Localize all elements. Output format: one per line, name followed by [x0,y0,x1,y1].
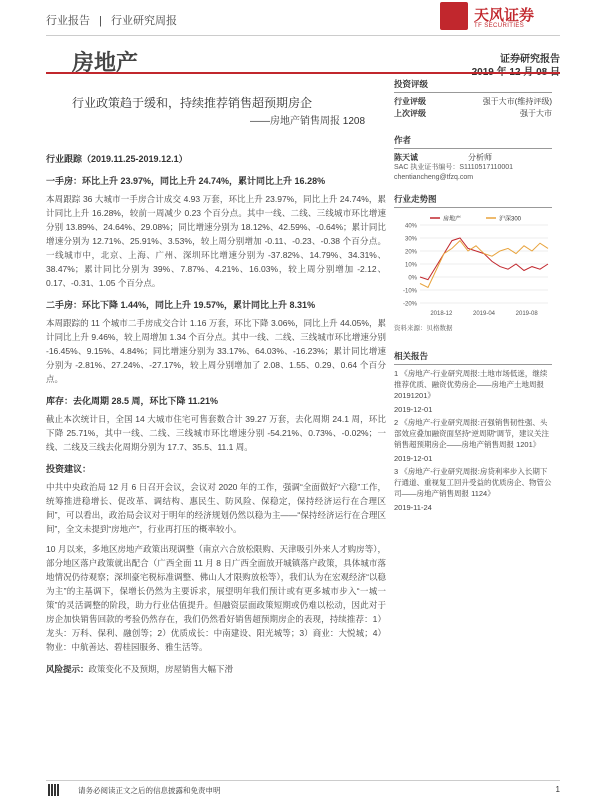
rating-value: 强于大市(维持评级) [482,97,552,106]
risk-note [46,662,386,676]
rating-value: 强于大市 [520,109,552,118]
related-report-link[interactable]: 2 《房地产-行业研究周报:百强销售韧性强、头部效应叠加融资面坚持“逆周期”调节，建议关注销售超预期房企——房地产销售周报 1201》 [394,418,549,449]
y-tick-label: 20% [404,249,417,256]
sidebar [394,78,552,515]
footer-divider [46,780,560,781]
main-content [46,152,386,676]
author-cert: SAC 执业证书编号：S1110517110001 [394,164,514,171]
report-type: 证券研究报告 [500,54,560,65]
y-tick-label: 10% [404,262,417,269]
rating-row [394,108,552,120]
risk-label: 风险提示： [46,664,89,674]
author-block [394,134,552,183]
legend-label: 沪深300 [499,216,522,223]
y-tick-label: 30% [404,236,417,243]
legend-label: 房地产 [443,216,462,223]
related-report-date: 2019-12-01 [394,454,433,463]
report-breadcrumb [46,12,183,28]
author-title: 作者 [394,134,552,149]
y-tick-label: 40% [404,223,417,230]
logo-name-en: TF SECURITIES [474,23,525,29]
y-tick-label: -20% [402,301,417,308]
author-name: 陈天诚 [394,153,418,162]
page-number: 1 [555,785,560,794]
trend-chart-box [394,193,552,332]
advice-paragraph-1: 中共中央政治局 12 月 6 日召开会议，会议对 2020 年的工作，强调“全面做好“六稳”工作，统筹推进稳增长、促改革、调结构、惠民生、防风险、保稳定，保持经济运行在合理区间”，可以看出，政治局会议对于明年的经济规划仍然以稳为主——“保持经济运行在合理区间”，全文未提到“房地产”，行业再打压的概率较小。 [46,482,386,534]
y-tick-label: 0% [408,275,417,282]
inventory-text: 截止本次统计日，全国 14 大城市住宅可售套数合计 39.27 万套，去化周期 24.1 周，环比下降 25.71%，其中一线、二线、三线城市环比增速分别 -54.21%、0.73%、-0.02%；一线、二线及三线去化周期分别为 17.7、35.5、11.1 周。 [46,414,386,452]
header-divider [46,35,560,36]
title-divider [46,72,560,74]
inventory-title: 库存：去化周期 28.5 周，环比下降 11.21% [46,396,219,406]
report-category: 行业报告 [46,15,90,27]
x-tick-label: 2019-04 [472,311,496,317]
report-date: 2019 年 12 月 08 日 [471,67,560,78]
logo-mark-icon [440,2,468,30]
report-headline: 行业政策趋于缓和，持续推荐销售超预期房企 [72,96,313,110]
author-line [394,152,552,163]
chart-source: 资料来源：贝格数据 [394,325,453,332]
report-subhead: ——房地产销售周报 1208 [250,116,366,127]
y-tick-label: -10% [402,288,417,295]
rating-title: 投资评级 [394,78,552,93]
related-report-link[interactable]: 3 《房地产-行业研究周报:房贷利率步入长期下行通道、重视复工回升受益的优质房企、物管公司——房地产销售周报 1124》 [394,467,552,498]
breadcrumb-separator: | [99,15,102,27]
author-email[interactable]: chentiancheng@tfzq.com [394,174,474,181]
related-title: 相关报告 [394,350,552,365]
risk-text: 政策变化不及预期，房屋销售大幅下滑 [88,664,234,674]
footer-disclaimer: 请务必阅读正文之后的信息披露和免责申明 [78,786,221,795]
rating-row [394,96,552,108]
trend-chart [394,211,552,321]
tier2-text: 本周跟踪的 11 个城市二手房成交合计 1.16 万套，环比下降 3.06%，同比上升 44.05%，累计同比上升 9.46%，较上周增加 1.34 个百分点。其中一线、二线、三线城市环比增速分别 -16.45%、9.15%、4.84%；同比增速分别为 33.17%、64.03%、-16.23%；累计同比增速分别为 -2.81%、27.24%、-27.17%，较上周分别增加了 2.08、1.55、0.29、0.64 个百分点。 [46,318,386,384]
related-report-date: 2019-11-24 [394,503,432,512]
author-role: 分析师 [468,153,492,162]
related-reports [394,350,552,513]
tracking-title: 行业跟踪（2019.11.25-2019.12.1） [46,154,188,164]
logo-name-cn: 天风证券 [474,7,535,24]
advice-paragraph-2: 10 月以来，多地区房地产政策出现调整（南京六合放松限购、天津吸引外来人才购房等），部分地区落户政策就出配合（广西全面 11 月 8 日广西全面放开城镇落户政策，具体城市落地情况仍待观察；深圳豪宅税标准调整、佛山人才限购放松等），我们认为在宏观经济“以稳为主”的主基调下，保增长仍然为主要诉求，展望明年我们预计或有更多城市步入“一城一策”的灵活调整的阶段，助力行业估值提升。但融资层面政策短期或仍难以松动，因此对于房企加快销售回款的考验仍然存在，我们仍然看好销售超预期房企的表现，持续推荐：1）龙头：万科、保利、融创等；2）优质成长：中南建设、阳光城等；3）商业：大悦城；4）物业：中航善达、碧桂园服务、雅生活等。 [46,544,386,652]
chart-title: 行业走势图 [394,193,552,208]
tier2-title: 二手房：环比下降 1.44%，同比上升 19.57%，累计同比上升 8.31% [46,300,316,310]
rating-key: 上次评级 [394,109,426,118]
tf-securities-logo [440,2,560,36]
x-tick-label: 2018-12 [430,311,453,317]
industry-title: 房地产 [72,50,139,75]
tier1-text: 本周跟踪 36 大城市一手房合计成交 4.93 万套，环比上升 23.97%，同比上升 24.74%，累计同比上升 16.28%，较前一周减少 0.23 个百分点。其中一线、二线、三线城市环比增速分别 13.89%、24.64%、29.08%；同比增速分别为 18.12%、42.59%、-0.64%；累计同比增速分别为 12.71%、25.91%、3.53%，较上周分别增加 -0.11、-0.23、-0.38 个百分点。一线城市中，北京、上海、广州、深圳环比增速分别为 -37.82%、14.79%、34.31%、38.47%；累计同比分别为 39%、7.87%、4.21%、16.03%，较上周分别增加 -2.12、0.17、-0.31、1.05 个百分点。 [46,194,386,288]
related-report-link[interactable]: 1 《房地产-行业研究周报:土地市场低迷，继续推荐优质、融资优势房企——房地产土地周报 20191201》 [394,369,548,400]
x-tick-label: 2019-08 [515,311,538,317]
advice-title: 投资建议： [46,464,92,474]
report-series: 行业研究周报 [110,15,177,27]
rating-key: 行业评级 [394,97,426,106]
series-line [420,238,548,280]
tier1-title: 一手房：环比上升 23.97%，同比上升 24.74%，累计同比上升 16.28% [46,176,326,186]
qr-code-icon [48,784,60,796]
related-report-date: 2019-12-01 [394,405,433,414]
